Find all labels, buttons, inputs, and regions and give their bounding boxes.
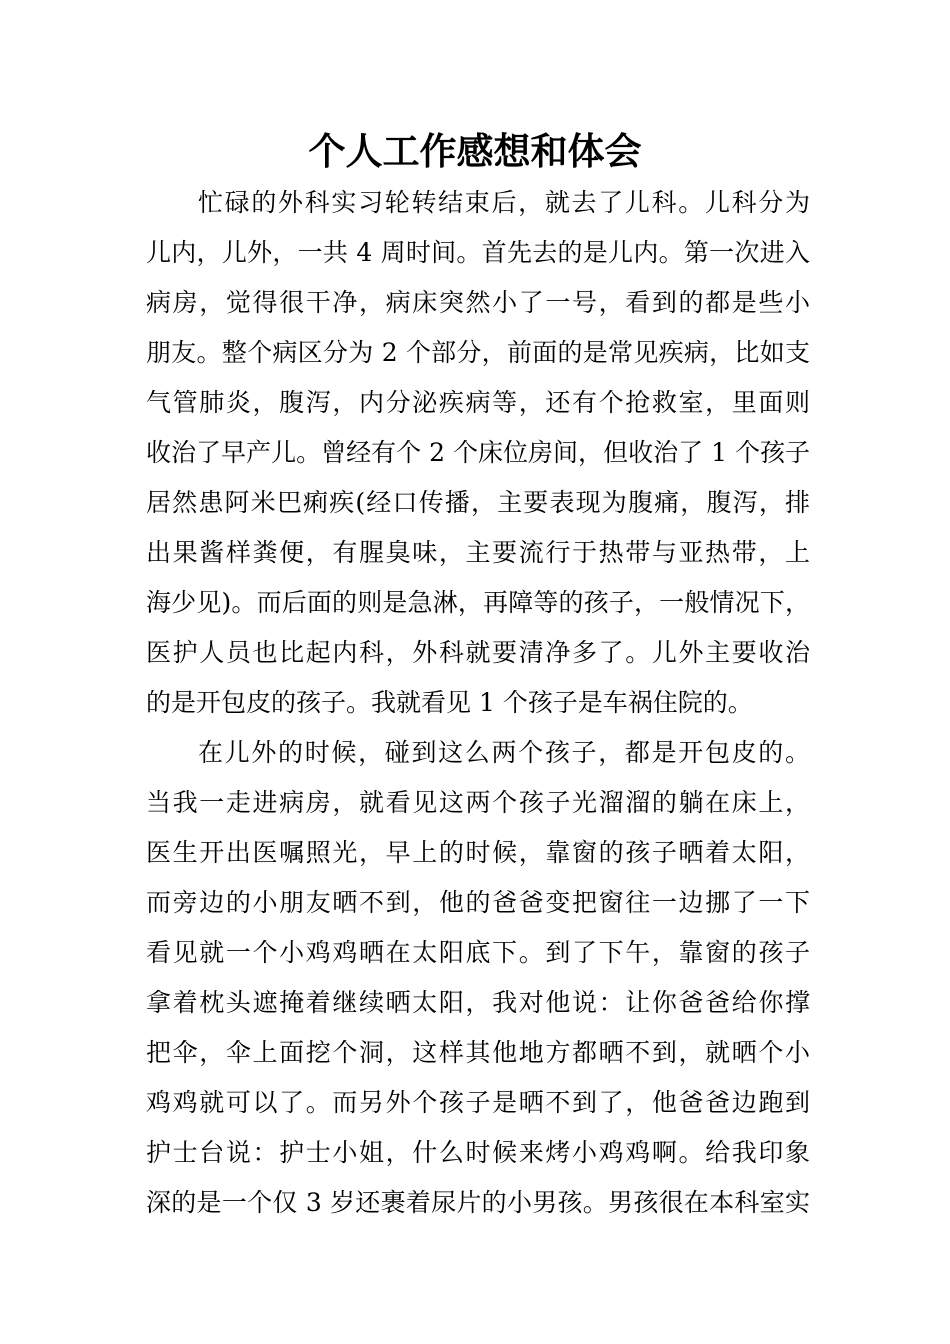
text-line: 病房，觉得很干净，病床突然小了一号，看到的都是些小 (146, 288, 810, 317)
text-line: 收治了早产儿。曾经有个 2 个床位房间，但收治了 1 个孩子 (146, 438, 810, 467)
text-line: 居然患阿米巴痢疾(经口传播，主要表现为腹痛，腹泻，排 (146, 488, 810, 517)
text-line: 忙碌的外科实习轮转结束后，就去了儿科。儿科分为 (198, 188, 810, 217)
text-line: 护士台说：护士小姐，什么时候来烤小鸡鸡啊。给我印象 (146, 1138, 810, 1167)
text-line: 气管肺炎，腹泻，内分泌疾病等，还有个抢救室，里面则 (146, 388, 810, 417)
text-line: 拿着枕头遮掩着继续晒太阳，我对他说：让你爸爸给你撑 (146, 988, 810, 1017)
text-line: 出果酱样粪便，有腥臭味，主要流行于热带与亚热带，上 (146, 538, 810, 567)
document-title: 个人工作感想和体会 (308, 130, 642, 173)
text-line: 医生开出医嘱照光，早上的时候，靠窗的孩子晒着太阳， (146, 838, 810, 867)
paragraph-2 (146, 728, 810, 1228)
text-line: 深的是一个仅 3 岁还裹着尿片的小男孩。男孩很在本科室实 (146, 1188, 810, 1217)
text-line: 在儿外的时候，碰到这么两个孩子，都是开包皮的。 (198, 738, 810, 767)
text-line: 看见就一个小鸡鸡晒在太阳底下。到了下午，靠窗的孩子 (146, 938, 810, 967)
text-line: 海少见)。而后面的则是急淋，再障等的孩子，一般情况下， (146, 588, 810, 617)
text-line: 医护人员也比起内科，外科就要清净多了。儿外主要收治 (146, 638, 810, 667)
text-line: 儿内，儿外，一共 4 周时间。首先去的是儿内。第一次进入 (146, 238, 810, 267)
text-line: 的是开包皮的孩子。我就看见 1 个孩子是车祸住院的。 (146, 688, 753, 717)
text-line: 鸡鸡就可以了。而另外个孩子是晒不到了，他爸爸边跑到 (146, 1088, 810, 1117)
text-line: 把伞，伞上面挖个洞，这样其他地方都晒不到，就晒个小 (146, 1038, 810, 1067)
paragraph-1 (146, 178, 810, 728)
text-line: 当我一走进病房，就看见这两个孩子光溜溜的躺在床上， (146, 788, 810, 817)
text-line: 而旁边的小朋友晒不到，他的爸爸变把窗往一边挪了一下 (146, 888, 810, 917)
document-body (146, 178, 810, 1228)
text-line: 朋友。整个病区分为 2 个部分，前面的是常见疾病，比如支 (146, 338, 810, 367)
